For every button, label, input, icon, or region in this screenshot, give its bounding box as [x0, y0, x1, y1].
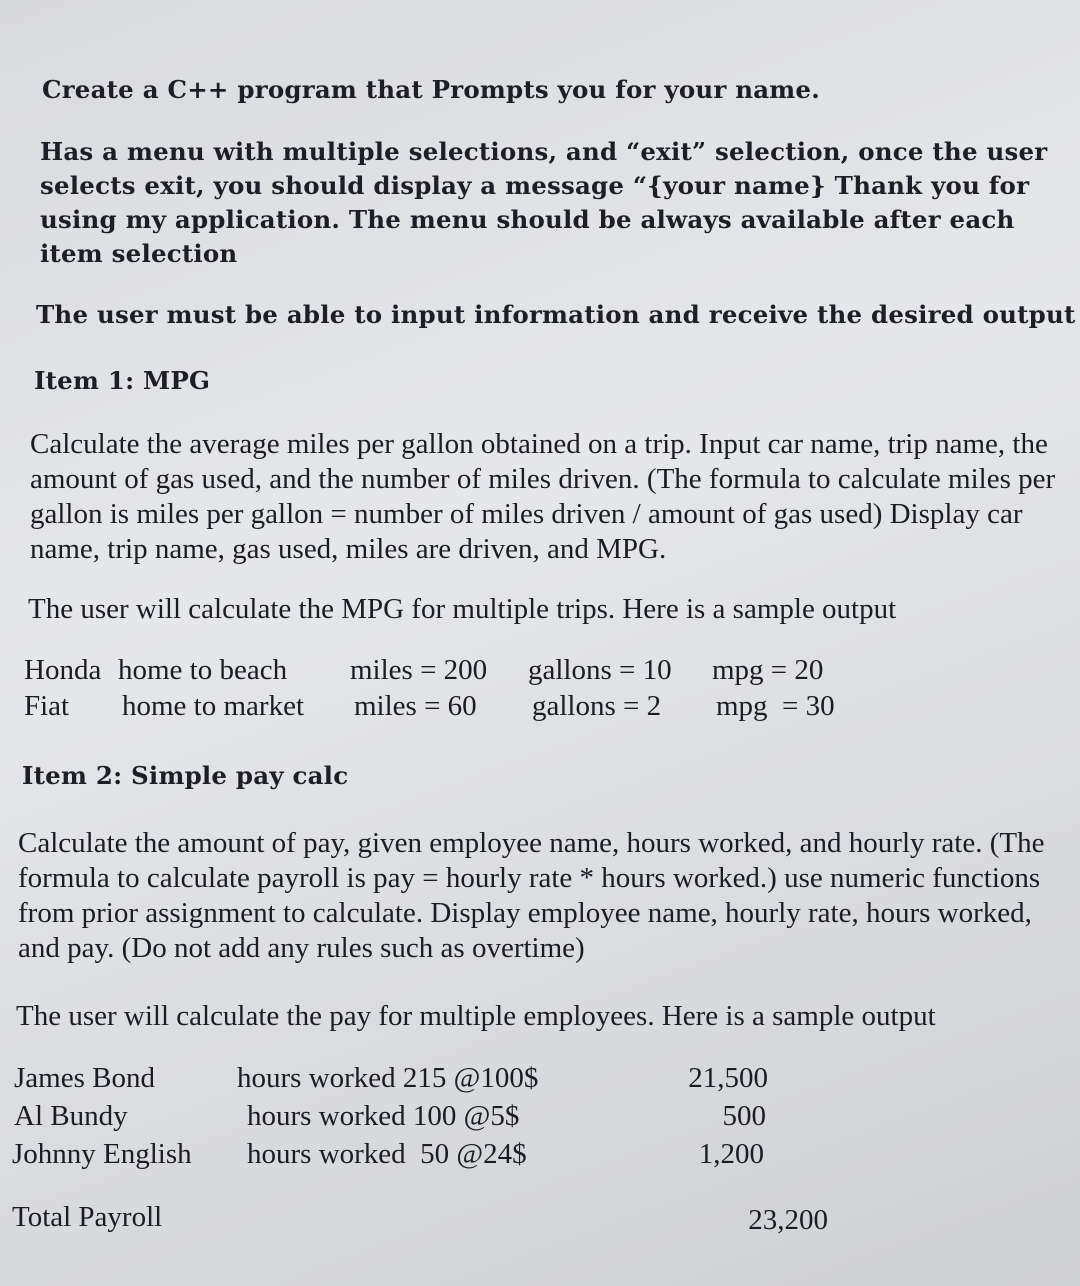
item2-description: Calculate the amount of pay, given employee name, hours worked, and hourly rate. (The formula to calculate payroll is pay = hourly rate * hours worked.) use numeric functions from prior assignment to calculate. Display employee name, hourly rate, hours worked, and pay. (Do not add any rules such as overtime) [18, 827, 1045, 964]
item2-sample-intro: The user will calculate the pay for multiple employees. Here is a sample output [16, 1000, 936, 1032]
item2-heading: Item 2: Simple pay calc [22, 761, 349, 790]
employee-name: James Bond [14, 1062, 155, 1094]
mpg-miles: miles = 60 [354, 690, 477, 722]
employee-name: Johnny English [12, 1138, 192, 1170]
mpg-value: mpg = 30 [716, 690, 835, 722]
mpg-trip: home to beach [118, 654, 288, 686]
hours-worked: hours worked 50 @24$ [247, 1138, 527, 1170]
mpg-car: Fiat [24, 690, 70, 722]
intro-line: Create a C++ program that Prompts you for your name. [42, 75, 820, 104]
hours-worked: hours worked 100 @5$ [247, 1100, 520, 1132]
pay-amount: 500 [722, 1100, 766, 1132]
mpg-car: Honda [24, 654, 102, 686]
total-payroll-value: 23,200 [748, 1204, 828, 1236]
mpg-gallons: gallons = 10 [528, 654, 672, 686]
intro-menu-paragraph: Has a menu with multiple selections, and “exit” selection, once the user selects exit, you should display a message “{your name} Thank you for using my application. The menu should be always available after each item selection [40, 137, 1048, 268]
pay-amount: 21,500 [688, 1062, 768, 1094]
hours-worked: hours worked 215 @100$ [237, 1062, 539, 1094]
item1-description: Calculate the average miles per gallon obtained on a trip. Input car name, trip name, the amount of gas used, and the number of miles driven. (The formula to calculate miles per gallon is miles per gallon = number of miles driven / amount of gas used) Display car name, trip name, gas used, miles are driven, and MPG. [30, 428, 1056, 565]
mpg-miles: miles = 200 [350, 654, 488, 686]
intro-io-paragraph: The user must be able to input information and receive the desired output [36, 300, 1076, 329]
mpg-gallons: gallons = 2 [532, 690, 662, 722]
item1-sample-intro: The user will calculate the MPG for multiple trips. Here is a sample output [28, 593, 897, 625]
employee-name: Al Bundy [14, 1100, 128, 1132]
total-payroll-label: Total Payroll [12, 1201, 163, 1233]
mpg-trip: home to market [122, 690, 305, 722]
mpg-value: mpg = 20 [712, 654, 824, 686]
item1-heading: Item 1: MPG [34, 366, 211, 395]
pay-amount: 1,200 [698, 1138, 764, 1170]
